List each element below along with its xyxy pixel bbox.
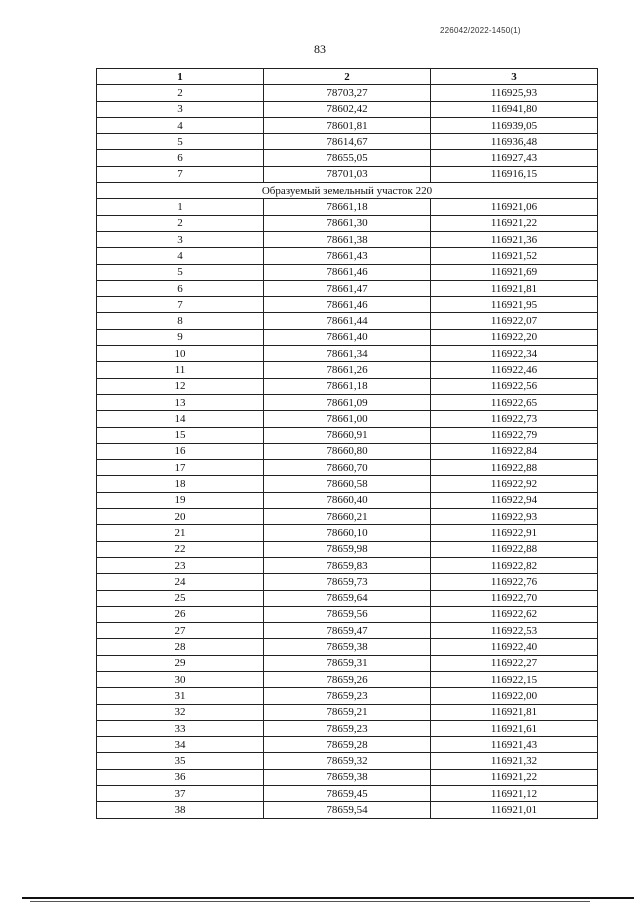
y-coordinate-cell: 116922,94 bbox=[431, 492, 598, 508]
x-coordinate-cell: 78660,21 bbox=[264, 509, 431, 525]
table-row bbox=[97, 623, 598, 639]
y-coordinate-cell: 116941,80 bbox=[431, 101, 598, 117]
y-coordinate-cell: 116922,27 bbox=[431, 655, 598, 671]
point-number-cell: 26 bbox=[97, 606, 264, 622]
x-coordinate-cell: 78659,28 bbox=[264, 737, 431, 753]
y-coordinate-cell: 116921,22 bbox=[431, 215, 598, 231]
table-row bbox=[97, 117, 598, 133]
x-coordinate-cell: 78659,83 bbox=[264, 557, 431, 573]
table-row bbox=[97, 557, 598, 573]
point-number-cell: 16 bbox=[97, 443, 264, 459]
x-coordinate-cell: 78602,42 bbox=[264, 101, 431, 117]
point-number-cell: 21 bbox=[97, 525, 264, 541]
table-row bbox=[97, 362, 598, 378]
table-row bbox=[97, 606, 598, 622]
point-number-cell: 12 bbox=[97, 378, 264, 394]
point-number-cell: 22 bbox=[97, 541, 264, 557]
y-coordinate-cell: 116921,52 bbox=[431, 248, 598, 264]
y-coordinate-cell: 116927,43 bbox=[431, 150, 598, 166]
y-coordinate-cell: 116936,48 bbox=[431, 134, 598, 150]
table-row bbox=[97, 231, 598, 247]
y-coordinate-cell: 116921,81 bbox=[431, 280, 598, 296]
table-row bbox=[97, 720, 598, 736]
y-coordinate-cell: 116922,93 bbox=[431, 509, 598, 525]
y-coordinate-cell: 116921,36 bbox=[431, 231, 598, 247]
table-row bbox=[97, 313, 598, 329]
table-row bbox=[97, 574, 598, 590]
table-row bbox=[97, 264, 598, 280]
point-number-cell: 27 bbox=[97, 623, 264, 639]
y-coordinate-cell: 116921,12 bbox=[431, 786, 598, 802]
point-number-cell: 6 bbox=[97, 280, 264, 296]
table-row bbox=[97, 280, 598, 296]
x-coordinate-cell: 78659,23 bbox=[264, 720, 431, 736]
x-coordinate-cell: 78659,56 bbox=[264, 606, 431, 622]
y-coordinate-cell: 116922,70 bbox=[431, 590, 598, 606]
x-coordinate-cell: 78661,44 bbox=[264, 313, 431, 329]
x-coordinate-cell: 78659,23 bbox=[264, 688, 431, 704]
point-number-cell: 7 bbox=[97, 297, 264, 313]
point-number-cell: 28 bbox=[97, 639, 264, 655]
point-number-cell: 4 bbox=[97, 117, 264, 133]
x-coordinate-cell: 78661,43 bbox=[264, 248, 431, 264]
y-coordinate-cell: 116921,01 bbox=[431, 802, 598, 818]
point-number-cell: 5 bbox=[97, 134, 264, 150]
point-number-cell: 37 bbox=[97, 786, 264, 802]
point-number-cell: 2 bbox=[97, 215, 264, 231]
point-number-cell: 2 bbox=[97, 85, 264, 101]
table-row bbox=[97, 737, 598, 753]
point-number-cell: 38 bbox=[97, 802, 264, 818]
point-number-cell: 5 bbox=[97, 264, 264, 280]
y-coordinate-cell: 116922,00 bbox=[431, 688, 598, 704]
column-header: 2 bbox=[264, 69, 431, 85]
point-number-cell: 13 bbox=[97, 394, 264, 410]
x-coordinate-cell: 78661,18 bbox=[264, 199, 431, 215]
x-coordinate-cell: 78659,45 bbox=[264, 786, 431, 802]
table-header-row bbox=[97, 69, 598, 85]
x-coordinate-cell: 78660,40 bbox=[264, 492, 431, 508]
x-coordinate-cell: 78660,70 bbox=[264, 460, 431, 476]
point-number-cell: 35 bbox=[97, 753, 264, 769]
table-row bbox=[97, 150, 598, 166]
rows-before-section bbox=[97, 85, 598, 183]
table-row bbox=[97, 101, 598, 117]
x-coordinate-cell: 78659,21 bbox=[264, 704, 431, 720]
y-coordinate-cell: 116922,88 bbox=[431, 460, 598, 476]
point-number-cell: 19 bbox=[97, 492, 264, 508]
point-number-cell: 6 bbox=[97, 150, 264, 166]
y-coordinate-cell: 116921,95 bbox=[431, 297, 598, 313]
coordinates-table bbox=[96, 68, 598, 819]
table-row bbox=[97, 199, 598, 215]
point-number-cell: 7 bbox=[97, 166, 264, 182]
table-row bbox=[97, 460, 598, 476]
x-coordinate-cell: 78659,54 bbox=[264, 802, 431, 818]
y-coordinate-cell: 116925,93 bbox=[431, 85, 598, 101]
point-number-cell: 1 bbox=[97, 199, 264, 215]
table-row bbox=[97, 688, 598, 704]
rows-after-section bbox=[97, 199, 598, 818]
x-coordinate-cell: 78661,30 bbox=[264, 215, 431, 231]
y-coordinate-cell: 116922,15 bbox=[431, 671, 598, 687]
table-row bbox=[97, 215, 598, 231]
table-row bbox=[97, 639, 598, 655]
y-coordinate-cell: 116922,20 bbox=[431, 329, 598, 345]
y-coordinate-cell: 116921,43 bbox=[431, 737, 598, 753]
x-coordinate-cell: 78655,05 bbox=[264, 150, 431, 166]
x-coordinate-cell: 78661,09 bbox=[264, 394, 431, 410]
table-row bbox=[97, 509, 598, 525]
point-number-cell: 17 bbox=[97, 460, 264, 476]
point-number-cell: 4 bbox=[97, 248, 264, 264]
point-number-cell: 33 bbox=[97, 720, 264, 736]
table-row bbox=[97, 166, 598, 182]
y-coordinate-cell: 116922,46 bbox=[431, 362, 598, 378]
point-number-cell: 18 bbox=[97, 476, 264, 492]
x-coordinate-cell: 78659,31 bbox=[264, 655, 431, 671]
table-row bbox=[97, 492, 598, 508]
y-coordinate-cell: 116922,92 bbox=[431, 476, 598, 492]
x-coordinate-cell: 78661,26 bbox=[264, 362, 431, 378]
x-coordinate-cell: 78660,10 bbox=[264, 525, 431, 541]
bottom-border-line bbox=[30, 901, 590, 902]
point-number-cell: 24 bbox=[97, 574, 264, 590]
y-coordinate-cell: 116921,69 bbox=[431, 264, 598, 280]
y-coordinate-cell: 116922,62 bbox=[431, 606, 598, 622]
x-coordinate-cell: 78659,38 bbox=[264, 769, 431, 785]
table-row bbox=[97, 704, 598, 720]
table-row bbox=[97, 394, 598, 410]
table-row bbox=[97, 769, 598, 785]
table-row bbox=[97, 346, 598, 362]
point-number-cell: 15 bbox=[97, 427, 264, 443]
table-row bbox=[97, 443, 598, 459]
x-coordinate-cell: 78661,47 bbox=[264, 280, 431, 296]
table-row bbox=[97, 134, 598, 150]
x-coordinate-cell: 78661,46 bbox=[264, 264, 431, 280]
point-number-cell: 23 bbox=[97, 557, 264, 573]
x-coordinate-cell: 78661,40 bbox=[264, 329, 431, 345]
point-number-cell: 3 bbox=[97, 231, 264, 247]
table-row bbox=[97, 297, 598, 313]
table-row bbox=[97, 476, 598, 492]
y-coordinate-cell: 116922,73 bbox=[431, 411, 598, 427]
y-coordinate-cell: 116922,34 bbox=[431, 346, 598, 362]
point-number-cell: 30 bbox=[97, 671, 264, 687]
x-coordinate-cell: 78661,38 bbox=[264, 231, 431, 247]
point-number-cell: 14 bbox=[97, 411, 264, 427]
point-number-cell: 11 bbox=[97, 362, 264, 378]
y-coordinate-cell: 116922,07 bbox=[431, 313, 598, 329]
y-coordinate-cell: 116921,61 bbox=[431, 720, 598, 736]
x-coordinate-cell: 78659,32 bbox=[264, 753, 431, 769]
x-coordinate-cell: 78659,26 bbox=[264, 671, 431, 687]
table-row bbox=[97, 802, 598, 818]
table-row bbox=[97, 541, 598, 557]
point-number-cell: 8 bbox=[97, 313, 264, 329]
y-coordinate-cell: 116922,84 bbox=[431, 443, 598, 459]
page-number: 83 bbox=[314, 42, 326, 56]
y-coordinate-cell: 116922,82 bbox=[431, 557, 598, 573]
table-row bbox=[97, 786, 598, 802]
x-coordinate-cell: 78659,38 bbox=[264, 639, 431, 655]
y-coordinate-cell: 116921,81 bbox=[431, 704, 598, 720]
table-row bbox=[97, 248, 598, 264]
y-coordinate-cell: 116922,79 bbox=[431, 427, 598, 443]
table-row bbox=[97, 655, 598, 671]
point-number-cell: 31 bbox=[97, 688, 264, 704]
x-coordinate-cell: 78701,03 bbox=[264, 166, 431, 182]
x-coordinate-cell: 78660,91 bbox=[264, 427, 431, 443]
column-header: 1 bbox=[97, 69, 264, 85]
x-coordinate-cell: 78661,34 bbox=[264, 346, 431, 362]
table-row bbox=[97, 411, 598, 427]
x-coordinate-cell: 78661,46 bbox=[264, 297, 431, 313]
table-row bbox=[97, 525, 598, 541]
section-title-body bbox=[97, 183, 598, 199]
table-row bbox=[97, 329, 598, 345]
section-title-row bbox=[97, 183, 598, 199]
x-coordinate-cell: 78660,80 bbox=[264, 443, 431, 459]
x-coordinate-cell: 78661,00 bbox=[264, 411, 431, 427]
x-coordinate-cell: 78659,64 bbox=[264, 590, 431, 606]
point-number-cell: 25 bbox=[97, 590, 264, 606]
point-number-cell: 36 bbox=[97, 769, 264, 785]
table-row bbox=[97, 590, 598, 606]
point-number-cell: 34 bbox=[97, 737, 264, 753]
x-coordinate-cell: 78659,73 bbox=[264, 574, 431, 590]
point-number-cell: 20 bbox=[97, 509, 264, 525]
x-coordinate-cell: 78660,58 bbox=[264, 476, 431, 492]
point-number-cell: 3 bbox=[97, 101, 264, 117]
y-coordinate-cell: 116922,40 bbox=[431, 639, 598, 655]
table-row bbox=[97, 85, 598, 101]
point-number-cell: 32 bbox=[97, 704, 264, 720]
bottom-border-line bbox=[22, 897, 634, 899]
section-title: Образуемый земельный участок 220 bbox=[97, 183, 598, 199]
x-coordinate-cell: 78661,18 bbox=[264, 378, 431, 394]
document-id: 226042/2022-1450(1) bbox=[440, 26, 521, 35]
y-coordinate-cell: 116922,53 bbox=[431, 623, 598, 639]
y-coordinate-cell: 116922,65 bbox=[431, 394, 598, 410]
point-number-cell: 10 bbox=[97, 346, 264, 362]
column-header: 3 bbox=[431, 69, 598, 85]
x-coordinate-cell: 78703,27 bbox=[264, 85, 431, 101]
y-coordinate-cell: 116939,05 bbox=[431, 117, 598, 133]
y-coordinate-cell: 116916,15 bbox=[431, 166, 598, 182]
y-coordinate-cell: 116921,06 bbox=[431, 199, 598, 215]
table-row bbox=[97, 378, 598, 394]
x-coordinate-cell: 78659,47 bbox=[264, 623, 431, 639]
y-coordinate-cell: 116922,91 bbox=[431, 525, 598, 541]
table-row bbox=[97, 671, 598, 687]
point-number-cell: 29 bbox=[97, 655, 264, 671]
x-coordinate-cell: 78601,81 bbox=[264, 117, 431, 133]
x-coordinate-cell: 78659,98 bbox=[264, 541, 431, 557]
table-row bbox=[97, 753, 598, 769]
table-row bbox=[97, 427, 598, 443]
point-number-cell: 9 bbox=[97, 329, 264, 345]
y-coordinate-cell: 116922,76 bbox=[431, 574, 598, 590]
y-coordinate-cell: 116921,22 bbox=[431, 769, 598, 785]
y-coordinate-cell: 116921,32 bbox=[431, 753, 598, 769]
x-coordinate-cell: 78614,67 bbox=[264, 134, 431, 150]
y-coordinate-cell: 116922,88 bbox=[431, 541, 598, 557]
y-coordinate-cell: 116922,56 bbox=[431, 378, 598, 394]
